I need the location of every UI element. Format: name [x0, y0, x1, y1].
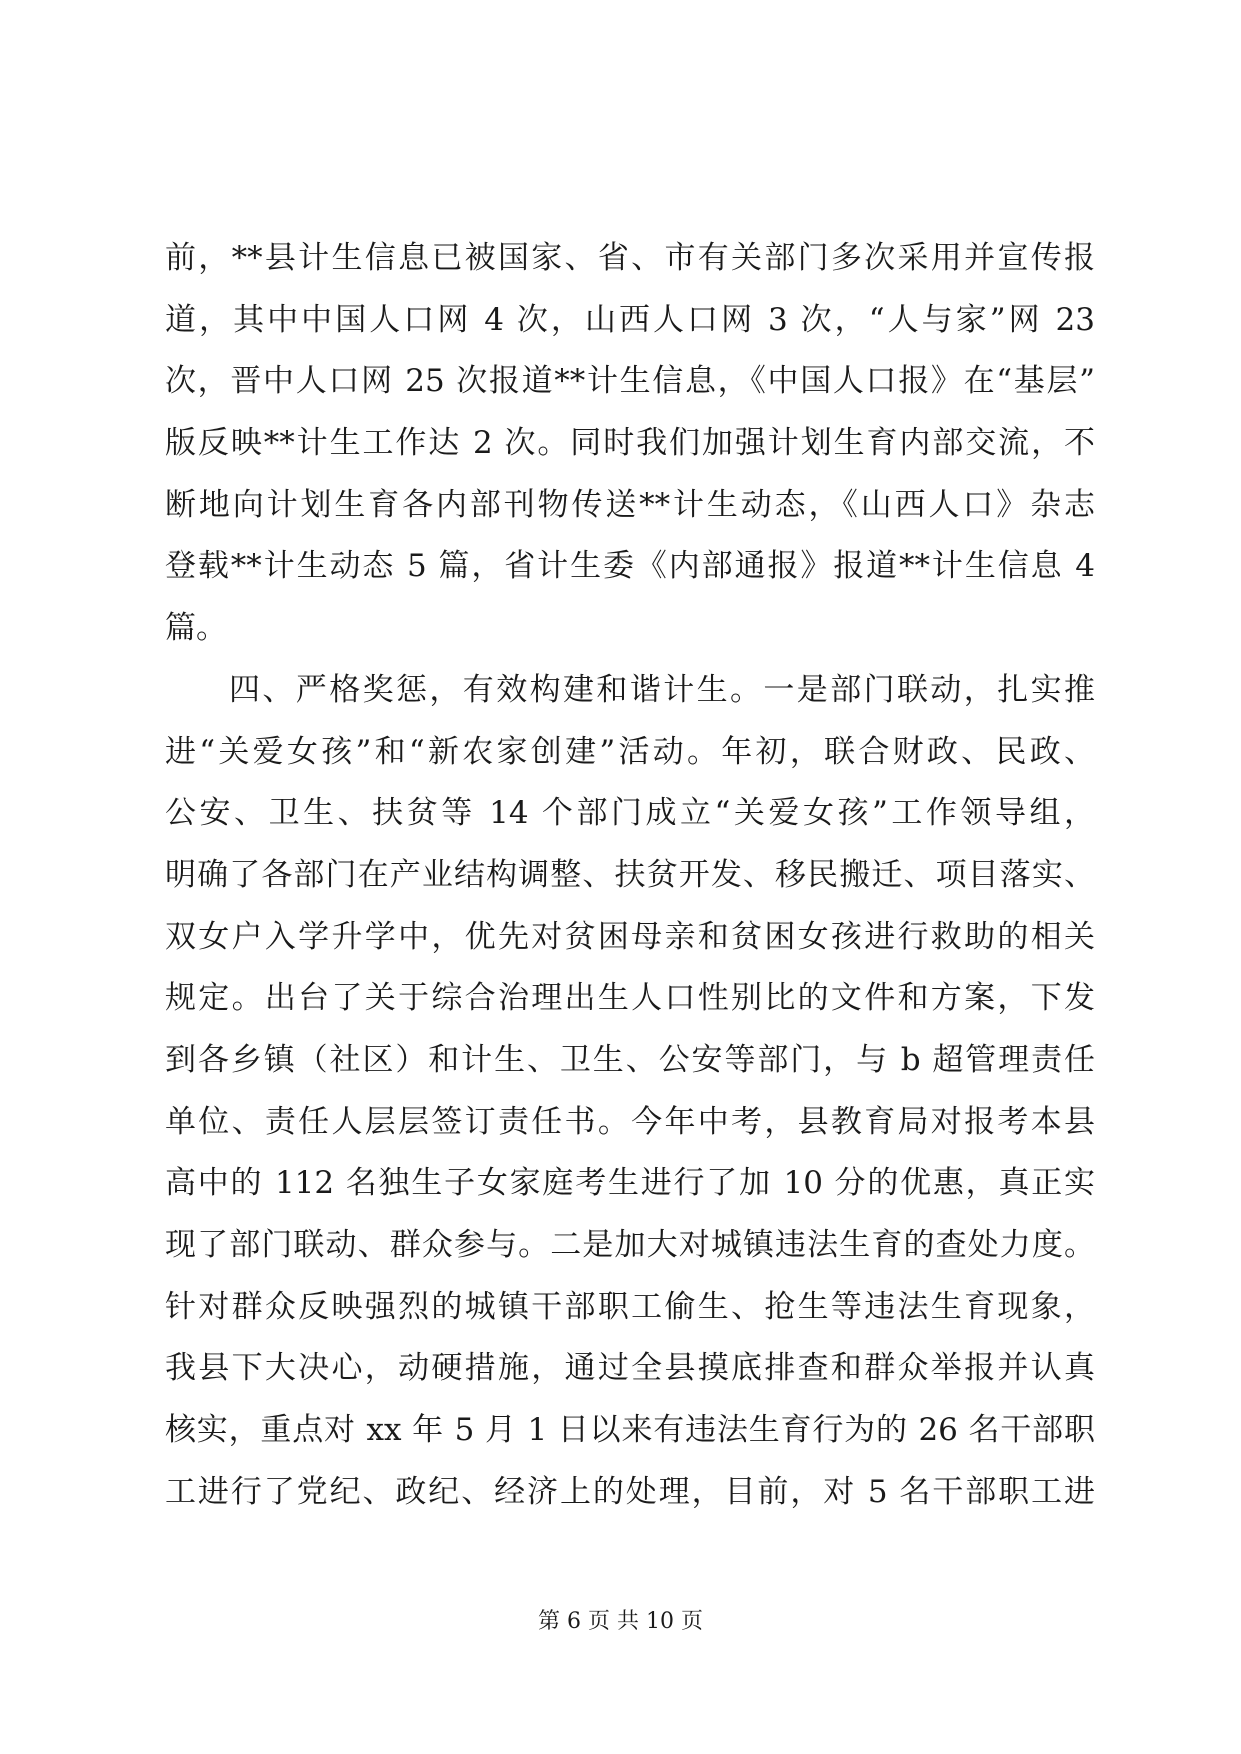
text-line: 核实，重点对 xx 年 5 月 1 日以来有违法生育行为的 26 名干部职: [165, 1412, 1095, 1449]
text-line: 针对群众反映强烈的城镇干部职工偷生、抢生等违法生育现象，: [165, 1288, 1095, 1325]
text-line: 双女户入学升学中，优先对贫困母亲和贫困女孩进行救助的相关: [165, 918, 1095, 955]
text-line: 版反映**计生工作达 2 次。同时我们加强计划生育内部交流，不: [165, 425, 1095, 462]
paragraph-1: [165, 228, 1095, 660]
text-line: 到各乡镇（社区）和计生、卫生、公安等部门，与 b 超管理责任: [165, 1041, 1095, 1078]
text-line: 现了部门联动、群众参与。二是加大对城镇违法生育的查处力度。: [165, 1227, 1095, 1263]
text-line: 我县下大决心，动硬措施，通过全县摸底排查和群众举报并认真: [165, 1350, 1095, 1387]
text-line: 明确了各部门在产业结构调整、扶贫开发、移民搬迁、项目落实、: [165, 856, 1095, 893]
text-line: 高中的 112 名独生子女家庭考生进行了加 10 分的优惠，真正实: [165, 1165, 1095, 1202]
page-number-footer: 第 6 页 共 10 页: [538, 1609, 703, 1634]
text-line: 四、严格奖惩，有效构建和谐计生。一是部门联动，扎实推: [229, 671, 1095, 708]
text-line: 次，晋中人口网 25 次报道**计生信息，《中国人口报》在“基层”: [165, 363, 1095, 400]
text-line: 道，其中中国人口网 4 次，山西人口网 3 次，“人与家”网 23: [165, 301, 1095, 338]
text-line: 断地向计划生育各内部刊物传送**计生动态，《山西人口》杂志: [165, 486, 1095, 523]
text-line: 规定。出台了关于综合治理出生人口性别比的文件和方案，下发: [165, 980, 1095, 1017]
text-line: [165, 1523, 1095, 1585]
text-line: 进“关爱女孩”和“新农家创建”活动。年初，联合财政、民政、: [165, 733, 1095, 770]
text-line: 篇。: [165, 610, 227, 647]
text-line: 公安、卫生、扶贫等 14 个部门成立“关爱女孩”工作领导组，: [165, 795, 1095, 832]
document-body: [165, 228, 1095, 1585]
text-line: 登载**计生动态 5 篇，省计生委《内部通报》报道**计生信息 4: [165, 548, 1095, 585]
text-line: 单位、责任人层层签订责任书。今年中考，县教育局对报考本县: [165, 1103, 1095, 1140]
paragraph-2: [165, 660, 1095, 1585]
text-line: 工进行了党纪、政纪、经济上的处理，目前，对 5 名干部职工进: [165, 1473, 1095, 1510]
text-line: 前，**县计生信息已被国家、省、市有关部门多次采用并宣传报: [165, 240, 1095, 276]
